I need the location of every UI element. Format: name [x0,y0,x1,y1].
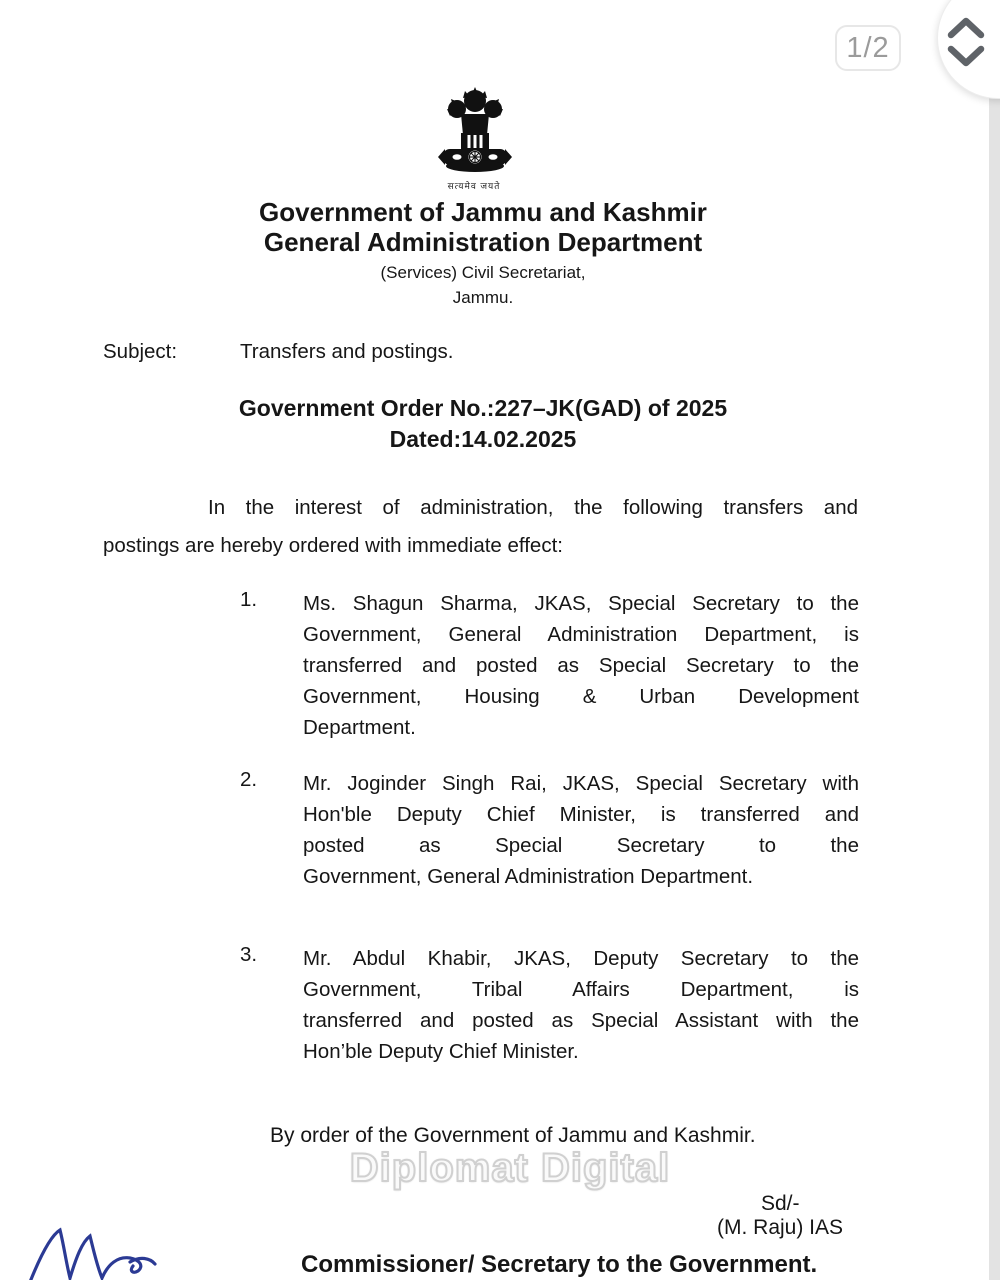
national-emblem-icon [437,87,513,179]
subject-label: Subject: [103,340,178,363]
list-item [303,943,859,1067]
list-item-line: transferred and posted as Special Secretary to the [303,654,859,677]
intro-line: In the interest of administration, the following transfers and [208,496,858,519]
list-item-line: Government, General Administration Department. [303,865,754,888]
watermark-text: Diplomat Digital [349,1146,671,1190]
list-item-line: Mr. Joginder Singh Rai, JKAS, Special Secretary with [303,772,859,795]
letterhead-department: General Administration Department [263,227,703,257]
list-item [303,768,859,892]
list-item-line: Hon’ble Deputy Chief Minister. [303,1040,579,1063]
letterhead-city: Jammu. [452,288,514,307]
list-item-line: Department. [303,716,416,739]
handwritten-signature [0,1210,170,1280]
intro-line: postings are hereby ordered with immediate effect: [103,534,563,557]
sd-line: Sd/- [761,1192,800,1215]
order-number: Government Order No.:227–JK(GAD) of 2025 [238,395,728,421]
by-order-line: By order of the Government of Jammu and Kashmir. [270,1124,756,1147]
list-item-line: posted as Special Secretary to the [303,834,859,857]
list-number: 2. [240,768,258,791]
signatory-designation: Commissioner/ Secretary to the Government. [301,1251,818,1278]
list-item-line: Mr. Abdul Khabir, JKAS, Deputy Secretary to the [303,947,859,970]
list-number: 3. [240,943,258,966]
chevron-up-icon[interactable] [951,21,981,35]
subject-row [103,340,453,364]
list-item-line: Hon'ble Deputy Chief Minister, is transferred and [303,803,859,826]
chevron-down-icon[interactable] [951,49,981,63]
letterhead-secretariat: (Services) Civil Secretariat, [380,263,586,282]
page-indicator-badge: 1/2 [835,25,901,71]
subject-text: Transfers and postings. [240,340,454,363]
emblem-motto: सत्यमेव जयते [447,181,501,191]
list-number: 1. [240,588,258,611]
order-date: Dated:14.02.2025 [389,426,577,452]
list-item-line: Government, Housing & Urban Development [303,685,859,708]
list-item-line: transferred and posted as Special Assistant with the [303,1009,859,1032]
scrollbar-track[interactable] [989,96,1000,1280]
list-item-line: Ms. Shagun Sharma, JKAS, Special Secretary to the [303,592,859,615]
signatory-name: (M. Raju) IAS [717,1216,844,1239]
list-item [303,588,859,743]
list-item-line: Government, General Administration Department, is [303,623,859,646]
list-item-line: Government, Tribal Affairs Department, is [303,978,859,1001]
letterhead-government: Government of Jammu and Kashmir [259,197,707,227]
